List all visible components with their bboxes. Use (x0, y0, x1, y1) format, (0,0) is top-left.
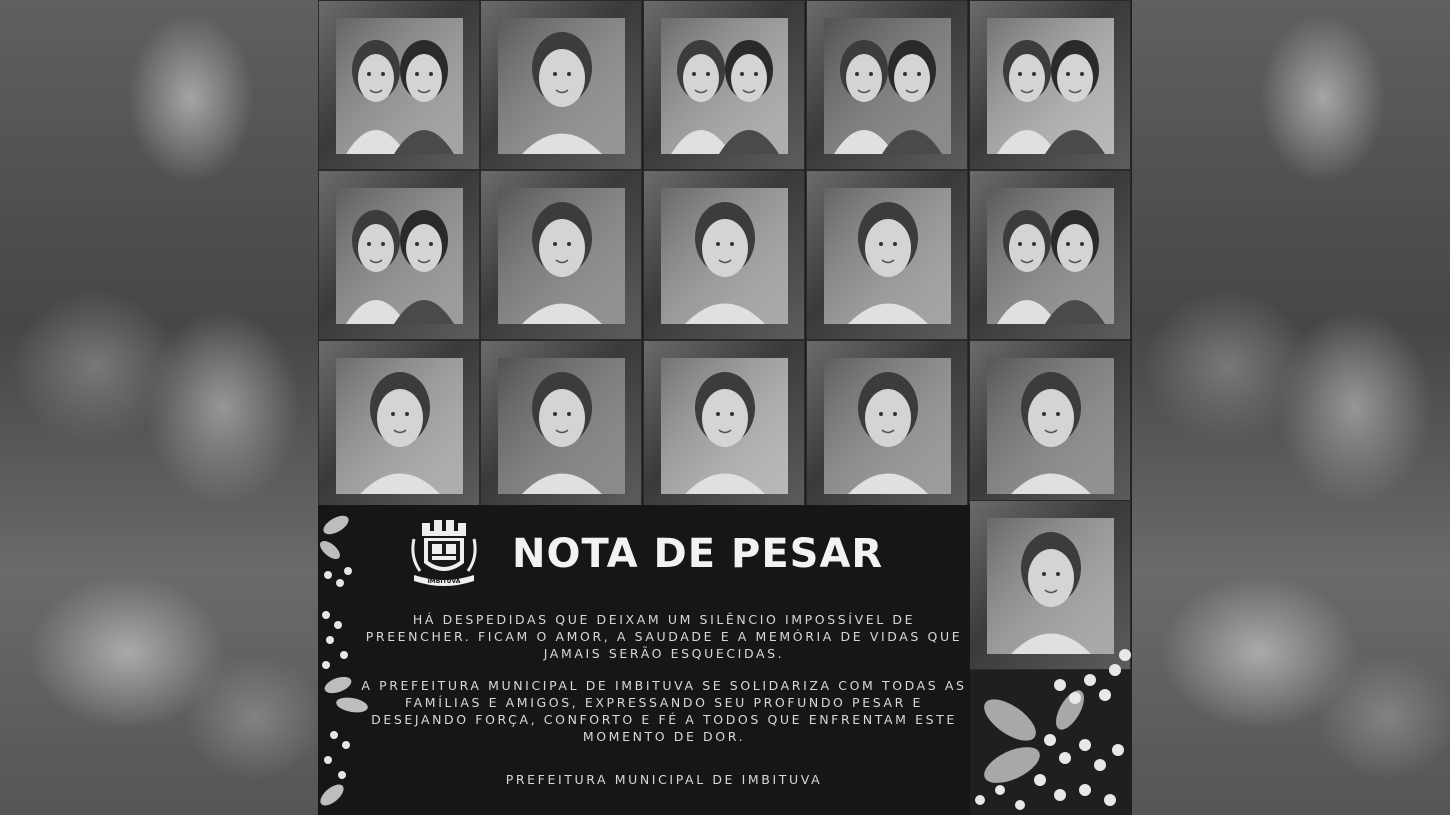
memorial-photo (987, 358, 1114, 494)
memorial-photo-tile (969, 340, 1131, 510)
memorial-photo-tile (480, 170, 642, 340)
memorial-photo (336, 188, 463, 324)
memorial-photo-tile (318, 340, 480, 510)
memorial-photo-tile (806, 340, 968, 510)
memorial-photo (987, 518, 1114, 654)
condolence-text-panel (318, 505, 970, 815)
memorial-photo (336, 18, 463, 154)
memorial-photo (498, 358, 625, 494)
memorial-photo-tile (480, 340, 642, 510)
memorial-photo-tile (480, 0, 642, 170)
memorial-photo-tile (969, 0, 1131, 170)
floral-decoration-left (318, 505, 378, 815)
memorial-photo (498, 18, 625, 154)
memorial-photo (987, 18, 1114, 154)
blurred-background-left (0, 0, 318, 815)
memorial-photo (336, 358, 463, 494)
memorial-photo (824, 18, 951, 154)
imbituva-crest-logo (408, 519, 480, 589)
memorial-photo (661, 358, 788, 494)
floral-decoration-right (940, 640, 1132, 815)
memorial-photo-tile (318, 0, 480, 170)
memorial-photo-tile (806, 170, 968, 340)
memorial-photo-tile (969, 170, 1131, 340)
memorial-photo (824, 188, 951, 324)
memorial-photo-tile (318, 170, 480, 340)
memorial-photo (661, 18, 788, 154)
condolence-paragraph-1: HÁ DESPEDIDAS QUE DEIXAM UM SILÊNCIO IMPOSSÍVEL DE PREENCHER. FICAM O AMOR, A SAUDADE E A MEMÓRIA DE VIDAS QUE JAMAIS SERÃO ESQUECIDAS. (365, 612, 963, 661)
memorial-photo (987, 188, 1114, 324)
crest-label: IMBITUVA (427, 578, 461, 585)
signature-text: PREFEITURA MUNICIPAL DE IMBITUVA (505, 772, 823, 787)
memorial-photo (498, 188, 625, 324)
memorial-photo (661, 188, 788, 324)
memorial-photo-tile (643, 340, 805, 510)
page-title: NOTA DE PESAR (512, 531, 884, 577)
mourning-poster (318, 0, 1132, 815)
memorial-photo (824, 358, 951, 494)
condolence-paragraph-2: A PREFEITURA MUNICIPAL DE IMBITUVA SE SOLIDARIZA COM TODAS AS FAMÍLIAS E AMIGOS, EXPRESSANDO SEU PROFUNDO PESAR E DESEJANDO FORÇA, CONFORTO E FÉ A TODOS QUE ENFRENTAM ESTE MOMENTO DE DOR. (361, 678, 967, 744)
memorial-photo-tile (806, 0, 968, 170)
memorial-photo-tile (643, 0, 805, 170)
memorial-photo-tile (643, 170, 805, 340)
blurred-background-right (1132, 0, 1450, 815)
